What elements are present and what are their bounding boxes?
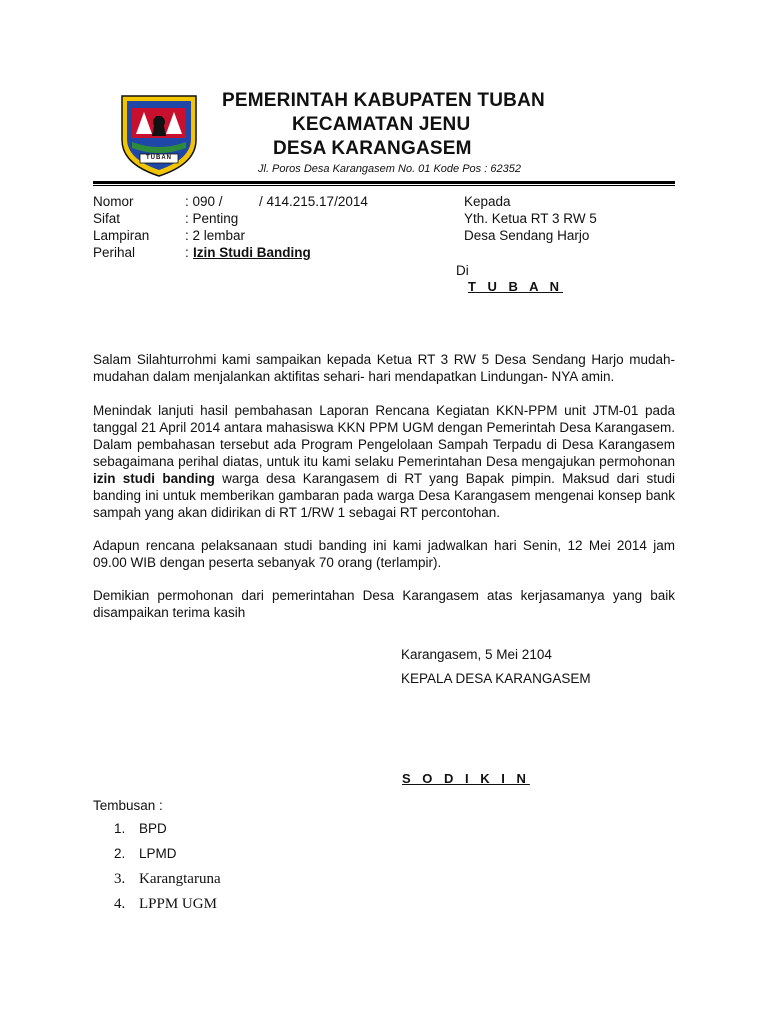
logo-text: TUBAN bbox=[146, 155, 172, 161]
body-p3-text: Adapun rencana pelaksanaan studi banding ini kami jadwalkan hari Senin, 12 Mei 2014 jam 09.00 WIB dengan peserta sebanyak 70 orang (terlampir). bbox=[93, 538, 675, 570]
recipient-kepada: Kepada bbox=[464, 194, 511, 209]
body-p4-text: Demikian permohonan dari pemerintahan Desa Karangasem atas kerjasamanya yang baik disampaikan terima kasih bbox=[93, 588, 675, 620]
body-paragraph-2 bbox=[93, 402, 675, 521]
meta-label-lampiran: Lampiran bbox=[93, 228, 150, 243]
body-paragraph-4 bbox=[93, 587, 675, 621]
recipient-city: T U B A N bbox=[468, 279, 563, 294]
signature-title: KEPALA DESA KARANGASEM bbox=[401, 671, 591, 686]
letterhead-rule bbox=[93, 181, 675, 184]
body-p2-text-b: warga desa Karangasem di RT yang Bapak pimpin. Maksud dari studi banding ini untuk memberikan gambaran pada warga Desa Karangasem mengenai konsep bank sampah yang akan didirikan di RT 1/RW 1 sebagai RT percontohan. bbox=[93, 471, 675, 520]
cc-item: 1. BPD bbox=[114, 821, 167, 836]
meta-value-lampiran: : 2 lembar bbox=[185, 228, 246, 243]
meta-value-perihal-prefix: : bbox=[185, 245, 193, 260]
recipient-di: Di bbox=[456, 263, 469, 278]
recipient-name: Yth. Ketua RT 3 RW 5 bbox=[464, 211, 597, 226]
cc-title: Tembusan : bbox=[93, 798, 163, 813]
header-village: DESA KARANGASEM bbox=[273, 138, 472, 159]
cc-item: 3. Karangtaruna bbox=[114, 871, 221, 887]
meta-value-nomor: : 090 / bbox=[185, 194, 223, 209]
meta-label-perihal: Perihal bbox=[93, 245, 136, 260]
meta-value-sifat: : Penting bbox=[185, 211, 239, 226]
letter-meta bbox=[93, 193, 423, 265]
regency-logo bbox=[118, 90, 200, 178]
signature-place-date: Karangasem, 5 Mei 2104 bbox=[401, 647, 552, 662]
recipient-block bbox=[456, 193, 664, 295]
signature-name: S O D I K I N bbox=[402, 771, 530, 786]
cc-item: 2. LPMD bbox=[114, 846, 177, 861]
header-district: KECAMATAN JENU bbox=[292, 114, 471, 135]
body-paragraph-1 bbox=[93, 351, 675, 385]
body-p2-bold: izin studi banding bbox=[93, 471, 215, 486]
meta-label-sifat: Sifat bbox=[93, 211, 121, 226]
body-p1-text: Salam Silahturrohmi kami sampaikan kepada Ketua RT 3 RW 5 Desa Sendang Harjo mudah- mudahan dalam menjalankan aktifitas sehari- hari mendapatkan Lindungan- NYA amin. bbox=[93, 352, 675, 384]
body-p2-text-a: Menindak lanjuti hasil pembahasan Laporan Rencana Kegiatan KKN-PPM unit JTM-01 pada tanggal 21 April 2014 antara mahasiswa KKN PPM UGM dengan Pemerintah Desa Karangasem. Dalam pembahasan tersebut ada Program Pengelolaan Sampah Terpadu di Desa Karangasem sebagaimana perihal diatas, untuk itu kami selaku Pemerintahan Desa mengajukan permohonan bbox=[93, 403, 675, 469]
meta-value-nomor-code: / 414.215.17/2014 bbox=[259, 194, 368, 209]
recipient-village: Desa Sendang Harjo bbox=[464, 228, 590, 243]
letterhead-rule-thin bbox=[93, 185, 675, 186]
header-regency: PEMERINTAH KABUPATEN TUBAN bbox=[222, 90, 545, 111]
header-address: Jl. Poros Desa Karangasem No. 01 Kode Pos : 62352 bbox=[258, 163, 521, 175]
cc-item: 4. LPPM UGM bbox=[114, 896, 217, 912]
body-paragraph-3 bbox=[93, 537, 675, 571]
cc-list bbox=[114, 821, 414, 921]
meta-label-nomor: Nomor bbox=[93, 194, 134, 209]
meta-value-perihal: Izin Studi Banding bbox=[193, 245, 311, 260]
